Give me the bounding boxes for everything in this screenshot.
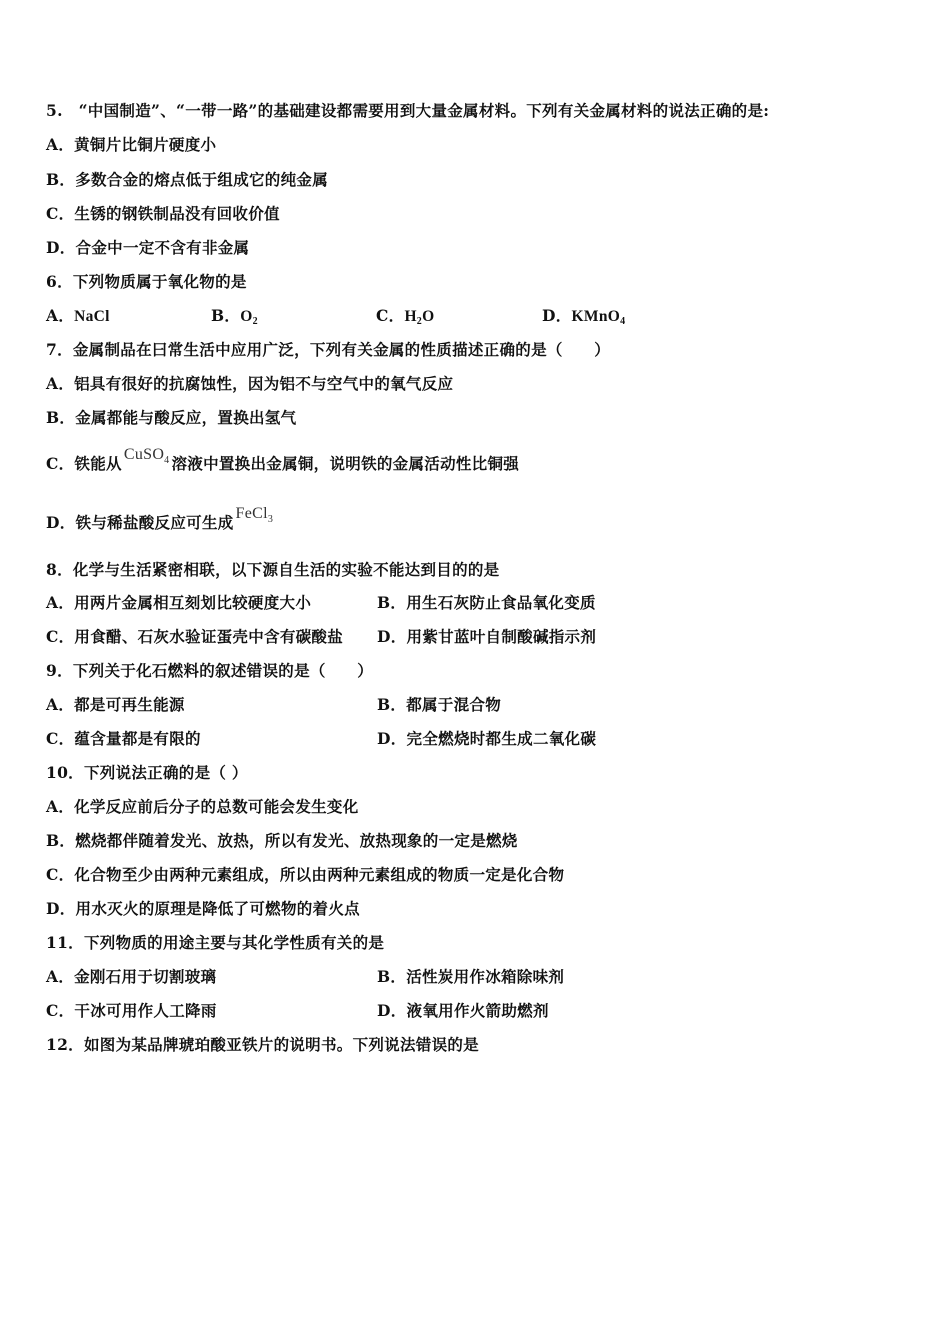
q9-option-d: D．完全燃烧时都生成二氧化碳	[377, 729, 597, 748]
q10-option-b: B．燃烧都伴随着发光、放热，所以有发光、放热现象的一定是燃烧	[46, 831, 518, 850]
q5-option-a: A．黄铜片比铜片硬度小	[46, 135, 217, 154]
q7-stem: 7．金属制品在曰常生活中应用广泛，下列有关金属的性质描述正确的是（ ）	[46, 340, 611, 359]
q10-option-c: C．化合物至少由两种元素组成，所以由两种元素组成的物质一定是化合物	[46, 865, 565, 884]
q11-option-c: C．干冰可用作人工降雨	[46, 1001, 217, 1020]
q9-options-row-1	[46, 695, 646, 715]
q11-options-row-1	[46, 967, 646, 987]
q8-option-c: C．用食醋、石灰水验证蛋壳中含有碳酸盐	[46, 627, 344, 646]
q9-options-row-2	[46, 729, 646, 749]
q11-option-b: B．活性炭用作冰箱除味剂	[377, 967, 565, 986]
q11-option-d: D．液氧用作火箭助燃剂	[377, 1001, 549, 1020]
q6-option-a: A．NaCl	[46, 306, 110, 325]
q7-option-d: D．铁与稀盐酸反应可生成 FeCl$_3$	[46, 505, 274, 532]
q5-option-c: C．生锈的钢铁制品没有回收价值	[46, 204, 280, 223]
q10-option-a: A．化学反应前后分子的总数可能会发生变化	[46, 797, 359, 816]
q6-option-c: C．$H_2O$	[376, 306, 435, 327]
q11-stem: 11．下列物质的用途主要与其化学性质有关的是	[46, 933, 385, 952]
q9-option-a: A．都是可再生能源	[46, 695, 185, 714]
q5-option-d: D．合金中一定不含有非金属	[46, 238, 250, 257]
q8-options-row-2	[46, 627, 646, 647]
q7-option-a: A．铝具有很好的抗腐蚀性，因为铝不与空气中的氧气反应	[46, 374, 454, 393]
q9-stem: 9．下列关于化石燃料的叙述错误的是（ ）	[46, 661, 374, 680]
q10-option-d: D．用水灭火的原理是降低了可燃物的着火点	[46, 899, 360, 918]
q7-option-b: B．金属都能与酸反应，置换出氢气	[46, 408, 297, 427]
q11-options-row-2	[46, 1001, 646, 1021]
q12-stem: 12．如图为某品牌琥珀酸亚铁片的说明书。下列说法错误的是	[46, 1035, 479, 1054]
q6-stem: 6．下列物质属于氧化物的是	[46, 272, 247, 291]
q10-stem: 10．下列说法正确的是（ ）	[46, 763, 248, 782]
q5-stem: 5. “中国制造”、“一带一路”的基础建设都需要用到大量金属材料。下列有关金属材料的说法正确的是:	[46, 101, 770, 120]
cuso4-formula-image: CuSO$_4$	[123, 446, 170, 466]
q5-option-b: B．多数合金的熔点低于组成它的纯金属	[46, 170, 329, 189]
q9-option-b: B．都属于混合物	[377, 695, 502, 714]
q7-option-c: C．铁能从 CuSO$_4$ 溶液中置换出金属铜，说明铁的金属活动性比铜强	[46, 446, 520, 473]
q6-options-row	[46, 306, 666, 326]
q8-options-row-1	[46, 593, 646, 613]
q6-option-d: D．KMnO$_4$	[542, 306, 626, 327]
q6-option-b: B．$O_2$	[211, 306, 258, 327]
q8-option-b: B．用生石灰防止食品氧化变质	[377, 593, 596, 612]
q9-option-c: C．蕴含量都是有限的	[46, 729, 201, 748]
q8-option-d: D．用紫甘蓝叶自制酸碱指示剂	[377, 627, 597, 646]
q11-option-a: A．金刚石用于切割玻璃	[46, 967, 217, 986]
q8-option-a: A．用两片金属相互刻划比较硬度大小	[46, 593, 312, 612]
q8-stem: 8．化学与生活紧密相联，以下源自生活的实验不能达到目的的是	[46, 560, 500, 579]
fecl3-formula-image: FeCl$_3$	[235, 505, 274, 525]
